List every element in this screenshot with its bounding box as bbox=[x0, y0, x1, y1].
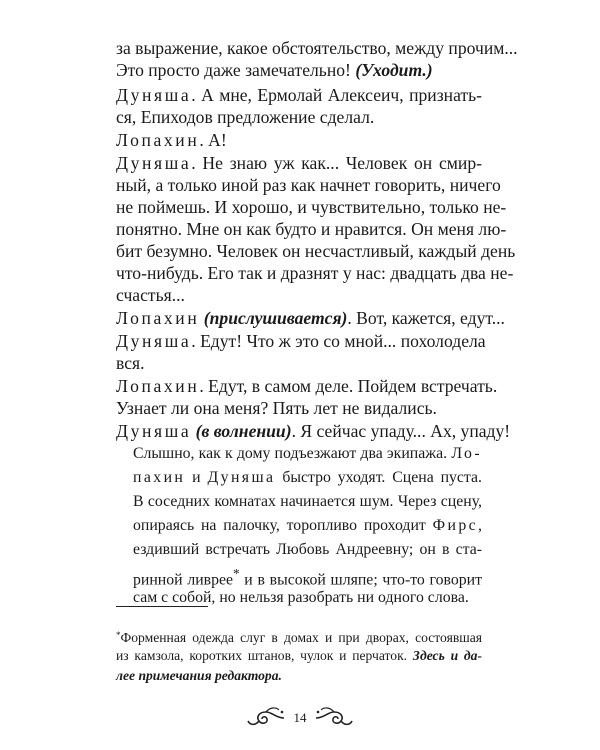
editor-note: Здесь и да- bbox=[412, 648, 482, 663]
speaker-name: Лопахин bbox=[116, 376, 200, 396]
text-run: . Я сейчас упаду... Ах, упаду! bbox=[291, 421, 511, 441]
speaker-name: Фирс bbox=[432, 517, 479, 534]
speaker-name: Лопахин bbox=[116, 308, 200, 328]
speaker-name: Лопахин bbox=[116, 130, 200, 150]
dialogue-line bbox=[116, 330, 486, 352]
speaker-name: Дуняша bbox=[116, 153, 192, 173]
dialogue-line bbox=[116, 37, 518, 59]
dialogue-line bbox=[116, 59, 482, 81]
text-run: В соседних комнатах начинается шум. Через сцену, bbox=[133, 493, 482, 510]
stage-direction-line bbox=[133, 564, 482, 590]
text-run: . Едут, в самом деле. Пойдем встречать. bbox=[199, 376, 498, 396]
text-run: быстро уходят. Сцена пуста. bbox=[275, 469, 482, 486]
dialogue-line bbox=[116, 84, 482, 106]
dialogue-line bbox=[116, 240, 516, 262]
stage-direction-line bbox=[133, 492, 482, 512]
speaker-name: Дуняша bbox=[116, 85, 192, 105]
text-run: бит безумно. Человек он несчастливый, каждый день bbox=[116, 241, 516, 261]
footnote-line bbox=[116, 646, 482, 665]
dialogue-line bbox=[116, 352, 482, 374]
dialogue-line bbox=[116, 196, 507, 218]
dialogue-line bbox=[116, 218, 507, 240]
text-run: Это просто даже замечательно! bbox=[116, 60, 356, 80]
footnote-line bbox=[116, 666, 482, 685]
dialogue-line bbox=[116, 397, 482, 419]
dialogue-line bbox=[116, 375, 498, 397]
dialogue-line bbox=[116, 307, 505, 329]
stage-direction-line bbox=[133, 444, 482, 464]
text-run: вся. bbox=[116, 353, 145, 373]
text-run: Слышно, как к дому подъезжают два экипажа. bbox=[133, 445, 452, 462]
text-run: за выражение, какое обстоятельство, между прочим... bbox=[116, 38, 518, 58]
text-run: Узнает ли она меня? Пять лет не видались. bbox=[116, 398, 437, 418]
text-run: и в высокой шляпе; что-то говорит bbox=[239, 571, 482, 589]
right-ornament-icon bbox=[314, 704, 354, 734]
text-run: . Едут! Что ж это со мной... похолодела bbox=[191, 331, 486, 351]
text-run: и bbox=[185, 469, 208, 486]
speaker-name: Дуняша bbox=[116, 331, 192, 351]
dialogue-line bbox=[116, 129, 482, 151]
stage-direction-line bbox=[133, 540, 482, 560]
text-run: ездивший встречать Любовь Андреевну; он в ста- bbox=[133, 541, 482, 558]
editor-note: лее примечания редактора. bbox=[116, 668, 282, 683]
footnote-separator bbox=[116, 606, 208, 607]
dialogue-line bbox=[116, 152, 482, 174]
text-run: ся, Епиходов предложение сделал. bbox=[116, 107, 375, 127]
speaker-name: Дуняша bbox=[207, 469, 276, 486]
stage-remark: (Уходит.) bbox=[355, 60, 433, 80]
speaker-name: пахин bbox=[133, 469, 186, 486]
stage-direction-line bbox=[133, 516, 482, 536]
text-run: из камзола, коротких штанов, чулок и перчаток. bbox=[116, 648, 413, 663]
speaker-name: Ло- bbox=[451, 445, 482, 462]
text-run: . Не знаю уж как... Человек он смир- bbox=[191, 153, 482, 173]
text-run: сам с собой, но нельзя разобрать ни одного слова. bbox=[133, 589, 469, 606]
text-run: ринной ливрее bbox=[133, 571, 234, 589]
footnote-marker: * bbox=[233, 566, 240, 581]
text-run: , bbox=[478, 517, 482, 534]
text-run: . Вот, кажется, едут... bbox=[347, 308, 505, 328]
dialogue-line bbox=[116, 262, 514, 284]
stage-direction-line bbox=[133, 468, 482, 488]
dialogue-line bbox=[116, 106, 482, 128]
text-run: ный, а только иной раз как начнет говорить, ничего bbox=[116, 175, 501, 195]
stage-remark: (в волнении) bbox=[195, 421, 292, 441]
dialogue-line bbox=[116, 284, 482, 306]
footnote-line bbox=[116, 626, 482, 647]
text-run: Форменная одежда слуг в домах и при дворах, состоявшая bbox=[120, 630, 482, 645]
text-run: понятно. Мне он как будто и нравится. Он меня лю- bbox=[116, 219, 507, 239]
text-run: . А мне, Ермолай Алексеич, признать- bbox=[191, 85, 482, 105]
footnote-marker: * bbox=[116, 630, 121, 640]
page-number: 14 bbox=[293, 710, 307, 725]
left-ornament-icon bbox=[246, 704, 286, 734]
stage-direction-line bbox=[133, 588, 482, 608]
text-run: счастья... bbox=[116, 285, 185, 305]
text-run: что-нибудь. Его так и дразнят у нас: двадцать два не- bbox=[116, 263, 514, 283]
stage-remark: (прислушивается) bbox=[203, 308, 348, 328]
speaker-name: Дуняша bbox=[116, 421, 192, 441]
dialogue-line bbox=[116, 174, 501, 196]
text-run: . А! bbox=[199, 130, 227, 150]
text-run: опираясь на палочку, торопливо проходит bbox=[133, 517, 433, 534]
text-run: не поймешь. И хорошо, и чувствительно, только не- bbox=[116, 197, 507, 217]
dialogue-line bbox=[116, 420, 511, 442]
